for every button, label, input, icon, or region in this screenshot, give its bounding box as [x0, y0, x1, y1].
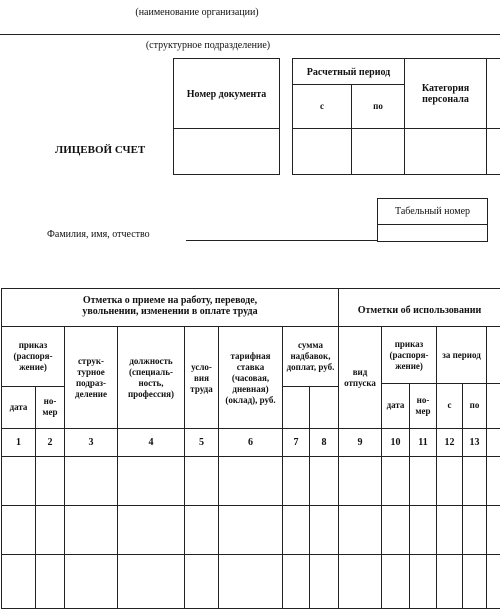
category-field[interactable]	[405, 129, 486, 174]
org-line	[0, 34, 500, 35]
col-number-3: 3	[88, 437, 94, 448]
col-number-8: 8	[321, 437, 327, 448]
col-number-4: 4	[148, 437, 154, 448]
period-label: Расчетный период	[306, 66, 391, 78]
s-header: с	[447, 400, 452, 410]
summa-header: сумма надбавок, доплат, руб.	[286, 339, 335, 372]
category-label: Категория персонала	[421, 83, 470, 105]
usl-header: усло- вия труда	[190, 361, 213, 394]
period-header: за период	[442, 349, 481, 360]
date2-header: дата	[386, 400, 405, 410]
period-from-label: с	[320, 101, 324, 111]
table-row[interactable]	[2, 506, 499, 553]
vid-header: вид отпуска	[344, 367, 376, 388]
nomer2-header: но- мер	[415, 394, 431, 416]
col-number-13: 13	[469, 437, 480, 448]
col-number-11: 11	[418, 437, 428, 448]
col-number-1: 1	[16, 437, 21, 448]
table-row[interactable]	[2, 555, 499, 607]
doc-number-field[interactable]	[174, 129, 279, 174]
col-number-6: 6	[248, 437, 253, 448]
date-header: дата	[9, 401, 28, 412]
org-caption: (наименование организации)	[135, 7, 259, 18]
table-row[interactable]	[2, 457, 499, 504]
col-number-10: 10	[390, 437, 401, 448]
tabel-field[interactable]	[378, 225, 487, 241]
group-left-header: Отметка о приеме на работу, переводе, увольнении, изменении в оплате труда	[82, 295, 258, 317]
fio-line	[186, 240, 377, 241]
period-to-field[interactable]	[352, 129, 404, 174]
fio-field[interactable]	[186, 226, 376, 240]
period-to-label: по	[373, 101, 383, 111]
col-number-9: 9	[357, 437, 363, 448]
po-header: по	[469, 400, 480, 410]
col-number-12: 12	[444, 437, 455, 448]
prikaz2-header: приказ (распоря- жение)	[389, 338, 429, 371]
col-number-7: 7	[293, 437, 299, 448]
tabel-label: Табельный номер	[394, 205, 471, 217]
col-number-5: 5	[199, 437, 204, 448]
period-from-field[interactable]	[293, 129, 351, 174]
fio-label: Фамилия, имя, отчество	[47, 229, 150, 240]
col-number-2: 2	[47, 437, 53, 448]
prikaz-header: приказ (распоря- жение)	[13, 339, 53, 372]
tarif-header: тарифная ставка (часовая, дневная) (оклад), руб.	[225, 350, 276, 405]
doc-number-label: Номер документа	[186, 88, 267, 100]
dolzh-header: должность (специаль- ность, профессия)	[127, 356, 175, 399]
struct-header: струк- турное подраз- деление	[75, 356, 107, 399]
page-title: ЛИЦЕВОЙ СЧЕТ	[55, 144, 146, 156]
nomer-header: но- мер	[42, 396, 58, 417]
group-right-header: Отметки об использовании	[357, 304, 482, 316]
dept-caption: (структурное подразделение)	[145, 40, 271, 51]
